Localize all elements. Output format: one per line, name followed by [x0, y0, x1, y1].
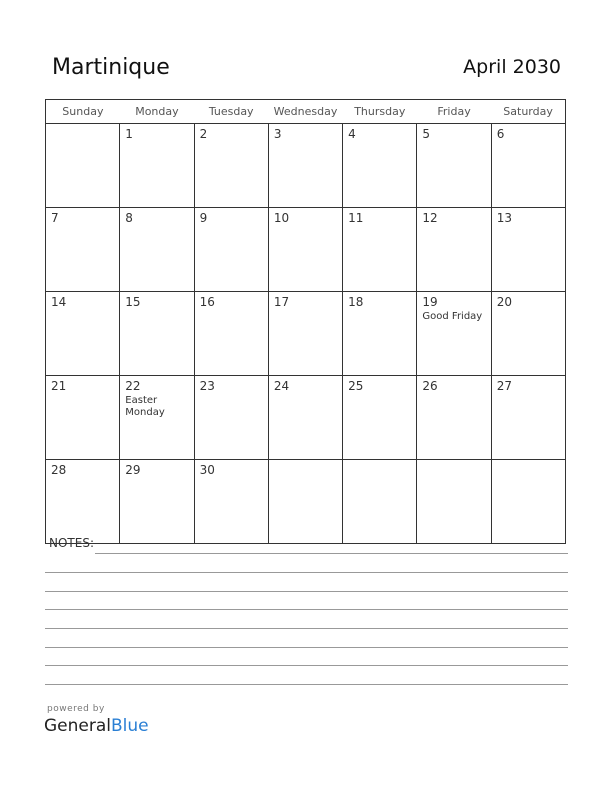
day-cell	[417, 460, 491, 544]
weekday-header: Friday	[417, 100, 491, 124]
day-number: 21	[51, 379, 67, 393]
day-number: 16	[199, 295, 215, 309]
day-cell	[120, 208, 194, 292]
weekday-header: Thursday	[343, 100, 417, 124]
day-number: 27	[496, 379, 512, 393]
brand-logo[interactable]	[44, 716, 149, 736]
powered-by-text: powered by	[47, 704, 105, 714]
day-cell	[343, 376, 417, 460]
day-cell	[194, 292, 268, 376]
week-row	[46, 208, 566, 292]
day-number: 23	[199, 379, 215, 393]
weekday-header: Saturday	[491, 100, 565, 124]
note-line	[45, 572, 568, 573]
note-line	[45, 609, 568, 610]
day-cell	[268, 460, 342, 544]
holiday-label: Easter Monday	[125, 395, 165, 418]
day-number: 17	[273, 295, 290, 309]
day-cell	[417, 292, 491, 376]
day-number: 13	[496, 211, 512, 225]
note-line	[95, 553, 568, 554]
weekday-header: Tuesday	[194, 100, 268, 124]
day-cell	[417, 376, 491, 460]
day-cell	[120, 460, 194, 544]
month-title: April 2030	[463, 56, 561, 78]
notes-label: NOTES:	[49, 536, 94, 550]
day-cell	[417, 208, 491, 292]
day-cell	[268, 376, 342, 460]
note-line	[45, 684, 568, 685]
calendar-grid	[45, 99, 566, 544]
weekday-header: Wednesday	[268, 100, 342, 124]
day-number: 11	[348, 211, 364, 225]
note-line	[45, 665, 568, 666]
day-cell	[194, 208, 268, 292]
day-number: 24	[273, 379, 290, 393]
day-number: 7	[51, 211, 59, 225]
day-number: 18	[348, 295, 364, 309]
weekday-header: Monday	[120, 100, 194, 124]
day-number: 6	[496, 127, 505, 141]
weekday-header-row	[46, 100, 566, 124]
day-number: 22	[125, 379, 141, 393]
day-number: 10	[273, 211, 290, 225]
week-row	[46, 376, 566, 460]
day-number: 26	[422, 379, 438, 393]
day-cell	[491, 208, 565, 292]
day-cell	[491, 376, 565, 460]
day-cell	[491, 292, 565, 376]
week-row	[46, 124, 566, 208]
day-cell	[343, 460, 417, 544]
day-number: 30	[199, 463, 215, 477]
holiday-label: Good Friday	[422, 311, 483, 322]
day-number: 20	[496, 295, 512, 309]
day-cell	[491, 124, 565, 208]
day-cell	[417, 124, 491, 208]
day-cell	[194, 460, 268, 544]
day-cell	[46, 376, 120, 460]
day-number: 29	[125, 463, 141, 477]
day-cell	[120, 124, 194, 208]
weekday-header: Sunday	[46, 100, 120, 124]
day-number: 28	[51, 463, 67, 477]
note-line	[45, 647, 568, 648]
week-row	[46, 460, 566, 544]
day-number: 2	[199, 127, 208, 141]
day-cell	[46, 124, 120, 208]
day-number: 5	[422, 127, 431, 141]
country-title: Martinique	[52, 55, 170, 80]
day-cell	[343, 292, 417, 376]
day-cell	[120, 292, 194, 376]
day-number: 3	[273, 127, 282, 141]
day-number: 1	[125, 127, 133, 141]
note-line	[45, 628, 568, 629]
week-row	[46, 292, 566, 376]
day-number: 12	[422, 211, 438, 225]
day-cell	[194, 376, 268, 460]
day-cell	[268, 292, 342, 376]
day-number: 15	[125, 295, 141, 309]
day-number: 19	[422, 295, 438, 309]
day-cell	[194, 124, 268, 208]
day-number: 25	[348, 379, 364, 393]
day-cell	[343, 208, 417, 292]
brand-general: General	[44, 716, 111, 736]
brand-blue: Blue	[111, 716, 149, 736]
day-cell	[46, 208, 120, 292]
day-cell	[46, 292, 120, 376]
day-number: 8	[125, 211, 133, 225]
day-cell	[120, 376, 194, 460]
day-cell	[491, 460, 565, 544]
day-cell	[268, 208, 342, 292]
day-number: 9	[199, 211, 208, 225]
day-cell	[46, 460, 120, 544]
note-line	[45, 591, 568, 592]
day-number: 14	[51, 295, 67, 309]
day-cell	[268, 124, 342, 208]
day-number: 4	[348, 127, 356, 141]
day-cell	[343, 124, 417, 208]
